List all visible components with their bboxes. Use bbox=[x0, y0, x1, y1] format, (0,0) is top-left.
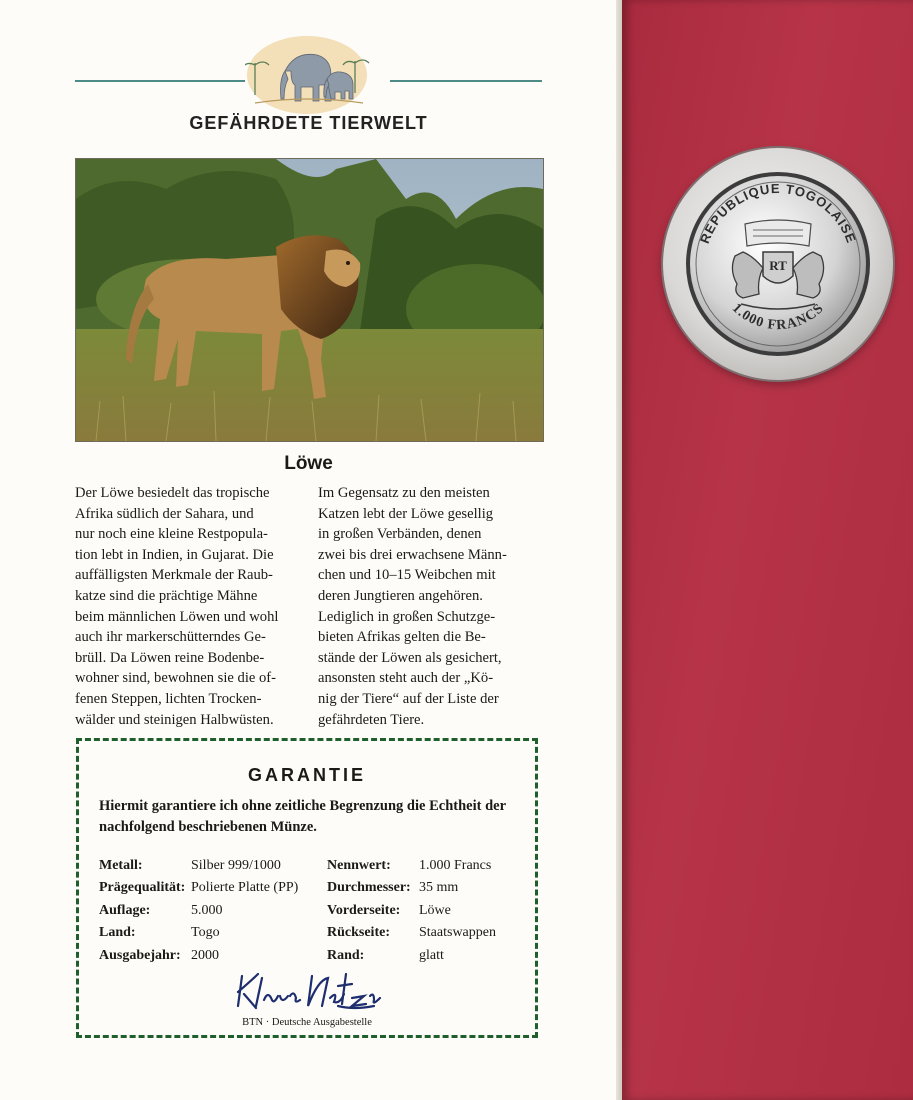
text-line: brüll. Da Löwen reine Bodenbe- bbox=[75, 649, 265, 666]
coin-top-text: REPUBLIQUE TOGOLAISE bbox=[696, 180, 860, 246]
spec-value: Polierte Platte (PP) bbox=[191, 880, 299, 896]
text-line: wohner sind, bewohnen sie die of- bbox=[75, 670, 277, 687]
spec-list-right bbox=[327, 855, 496, 967]
article-title: Löwe bbox=[284, 453, 333, 474]
spec-value: Togo bbox=[191, 925, 220, 941]
spec-value: Staatswappen bbox=[419, 925, 496, 941]
text-line: auch ihr markerschütterndes Ge- bbox=[75, 629, 266, 646]
text-line: gefährdeten Tiere. bbox=[318, 711, 425, 728]
spec-row bbox=[327, 945, 496, 967]
text-line: zwei bis drei erwachsene Männ- bbox=[318, 546, 507, 563]
spec-label: Ausgabejahr: bbox=[99, 947, 181, 963]
spec-value: Silber 999/1000 bbox=[191, 858, 281, 873]
lion-photo bbox=[75, 158, 544, 442]
header-rule-left bbox=[75, 80, 245, 82]
spec-value: 5.000 bbox=[191, 902, 223, 918]
text-line: bieten Afrikas gelten die Be- bbox=[318, 629, 486, 646]
spec-row bbox=[327, 922, 496, 944]
coin-monogram: RT bbox=[769, 258, 787, 273]
spec-row bbox=[327, 877, 496, 899]
text-line: Katzen lebt der Löwe gesellig bbox=[318, 505, 494, 522]
header-rule-right bbox=[390, 80, 542, 82]
guarantee-intro: Hiermit garantiere ich ohne zeitliche Begrenzung die Echtheit der nachfolgend beschriebenen Münze. bbox=[99, 798, 506, 835]
spec-row bbox=[99, 877, 298, 899]
spec-value: Löwe bbox=[419, 902, 451, 918]
spec-label: Land: bbox=[99, 925, 136, 941]
coin bbox=[663, 148, 893, 380]
text-line: auffälligsten Merkmale der Raub- bbox=[75, 567, 273, 584]
spec-row bbox=[99, 922, 298, 944]
spec-label: Auflage: bbox=[99, 902, 151, 918]
spec-value: 35 mm bbox=[419, 880, 459, 896]
guarantee-title: GARANTIE bbox=[248, 765, 366, 785]
spec-label: Durchmesser: bbox=[327, 880, 411, 896]
spec-value: 1.000 Francs bbox=[419, 858, 492, 873]
spec-label: Rand: bbox=[327, 947, 365, 963]
spec-value: 2000 bbox=[191, 947, 219, 963]
article-text-left bbox=[75, 483, 297, 730]
coin-bottom-text: 1.000 FRANCS bbox=[728, 300, 828, 334]
issuer-line: BTN · Deutsche Ausgabestelle bbox=[242, 1017, 372, 1028]
text-line: tion lebt in Indien, in Gujarat. Die bbox=[75, 546, 274, 563]
spec-row bbox=[99, 900, 298, 922]
spec-row bbox=[327, 855, 496, 877]
text-line: wälder und steinigen Halbwüsten. bbox=[75, 711, 274, 728]
text-line: beim männlichen Löwen und wohl bbox=[75, 608, 279, 625]
spec-row bbox=[99, 855, 298, 877]
text-line: Im Gegensatz zu den meisten bbox=[318, 485, 490, 501]
text-line: deren Jungtieren angehören. bbox=[318, 587, 483, 604]
spec-list-left bbox=[99, 855, 298, 967]
text-line: Afrika südlich der Sahara, und bbox=[75, 505, 254, 522]
spec-row bbox=[99, 945, 298, 967]
article-text-right bbox=[318, 483, 542, 730]
text-line: Der Löwe besiedelt das tropische bbox=[75, 485, 270, 501]
text-line: nig der Tiere“ auf der Liste der bbox=[318, 690, 499, 707]
text-line: in großen Verbänden, denen bbox=[318, 526, 482, 543]
spec-label: Rückseite: bbox=[327, 925, 390, 941]
text-line: stände der Löwen als gesichert, bbox=[318, 649, 502, 666]
text-line: ansonsten steht auch der „Kö- bbox=[318, 670, 494, 687]
text-line: chen und 10–15 Weibchen mit bbox=[318, 567, 496, 584]
spec-label: Prägequalität: bbox=[99, 880, 186, 896]
brand-title: GEFÄHRDETE TIERWELT bbox=[189, 113, 428, 133]
guarantee-box bbox=[76, 738, 538, 1038]
spec-value: glatt bbox=[419, 947, 444, 963]
signature bbox=[234, 966, 384, 1014]
text-line: fenen Steppen, lichten Trocken- bbox=[75, 690, 262, 707]
text-line: nur noch eine kleine Restpopula- bbox=[75, 526, 268, 543]
spec-label: Vorderseite: bbox=[327, 902, 401, 918]
elephants-icon bbox=[245, 35, 370, 115]
coin-capsule bbox=[663, 148, 893, 380]
spec-label: Metall: bbox=[99, 858, 143, 873]
spec-row bbox=[327, 900, 496, 922]
text-line: katze sind die prächtige Mähne bbox=[75, 587, 258, 604]
spec-label: Nennwert: bbox=[327, 858, 391, 873]
text-line: Lediglich in großen Schutzge- bbox=[318, 608, 496, 625]
